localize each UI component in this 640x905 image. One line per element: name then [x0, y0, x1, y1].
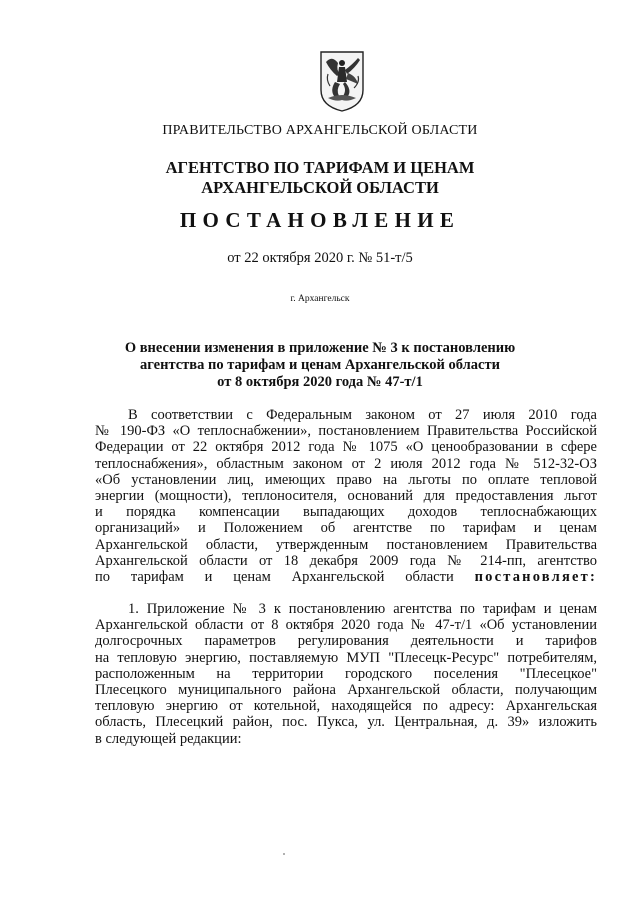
- paragraph-line: расположенным на территории городского поселения "Плесецкое": [95, 665, 597, 682]
- paragraph-line: «Об установлении лиц, имеющих право на льготы по оплате тепловой: [95, 471, 597, 488]
- agency-name-line-2: АРХАНГЕЛЬСКОЙ ОБЛАСТИ: [201, 178, 439, 197]
- paragraph-line: область, Плесецкий район, пос. Пукса, ул. Центральная, д. 39» изложить: [95, 714, 597, 731]
- paragraph-line: Архангельской области от 8 октября 2020 года № 47-т/1 «Об установлении: [95, 617, 597, 634]
- subject-line-2: агентства по тарифам и ценам Архангельской области: [140, 357, 500, 373]
- paragraph-legal-basis: [95, 407, 597, 585]
- document-subject: [0, 340, 640, 391]
- document-date-number: от 22 октября 2020 г. № 51-т/5: [227, 250, 413, 266]
- subject-line-1: О внесении изменения в приложение № 3 к постановлению: [124, 340, 516, 356]
- paragraph-line-final: [95, 569, 597, 585]
- paragraph-line: в следующей редакции:: [95, 730, 242, 747]
- document-type-title: ПОСТАНОВЛЕНИЕ: [179, 208, 461, 232]
- paragraph-line: Федерации от 22 октября 2012 года № 1075 «О ценообразовании в сфере: [95, 439, 597, 456]
- paragraph-line: долгосрочных параметров регулирования деятельности и тарифов: [95, 633, 597, 650]
- agency-name: [0, 158, 640, 198]
- paragraph-line: Архангельской области, утвержденным постановлением Правительства: [95, 536, 597, 553]
- paragraph-line: тепловую энергию от котельной, находящейся по адресу: Архангельская: [95, 698, 597, 715]
- paragraph-line: Архангельской области от 18 декабря 2009 года № 214-пп, агентство: [95, 552, 597, 569]
- paragraph-line: энергии (мощности), теплоносителя, оснований для предоставления льгот: [95, 488, 597, 505]
- paragraph-line: В соответствии с Федеральным законом от 27 июля 2010 года: [128, 407, 597, 423]
- document-city: г. Архангельск: [290, 294, 350, 304]
- government-name: ПРАВИТЕЛЬСТВО АРХАНГЕЛЬСКОЙ ОБЛАСТИ: [162, 123, 478, 138]
- scan-speck: [283, 853, 285, 855]
- subject-line-3: от 8 октября 2020 года № 47-т/1: [217, 374, 423, 390]
- paragraph-line-text: по тарифам и ценам Архангельской области: [95, 569, 454, 586]
- paragraph-clause-1: [95, 601, 597, 747]
- paragraph-line: организаций» и Положением об агентстве по тарифам и ценам: [95, 520, 597, 537]
- paragraph-line: и порядка компенсации выпадающих доходов теплоснабжающих: [95, 504, 597, 521]
- resolves-keyword: постановляет:: [474, 569, 598, 586]
- paragraph-line: № 190-ФЗ «О теплоснабжении», постановлением Правительства Российской: [95, 423, 597, 440]
- paragraph-line: Плесецкого муниципального района Архангельской области, получающим: [95, 682, 597, 699]
- paragraph-line: теплоснабжения», областным законом от 2 июля 2012 года № 512-32-ОЗ: [95, 455, 597, 472]
- agency-name-line-1: АГЕНТСТВО ПО ТАРИФАМ И ЦЕНАМ: [165, 158, 475, 177]
- coat-of-arms-emblem: [318, 50, 366, 112]
- paragraph-line: 1. Приложение № 3 к постановлению агентства по тарифам и ценам: [128, 601, 597, 617]
- paragraph-line: на тепловую энергию, поставляемую МУП "Плесецк-Ресурс" потребителям,: [95, 649, 597, 666]
